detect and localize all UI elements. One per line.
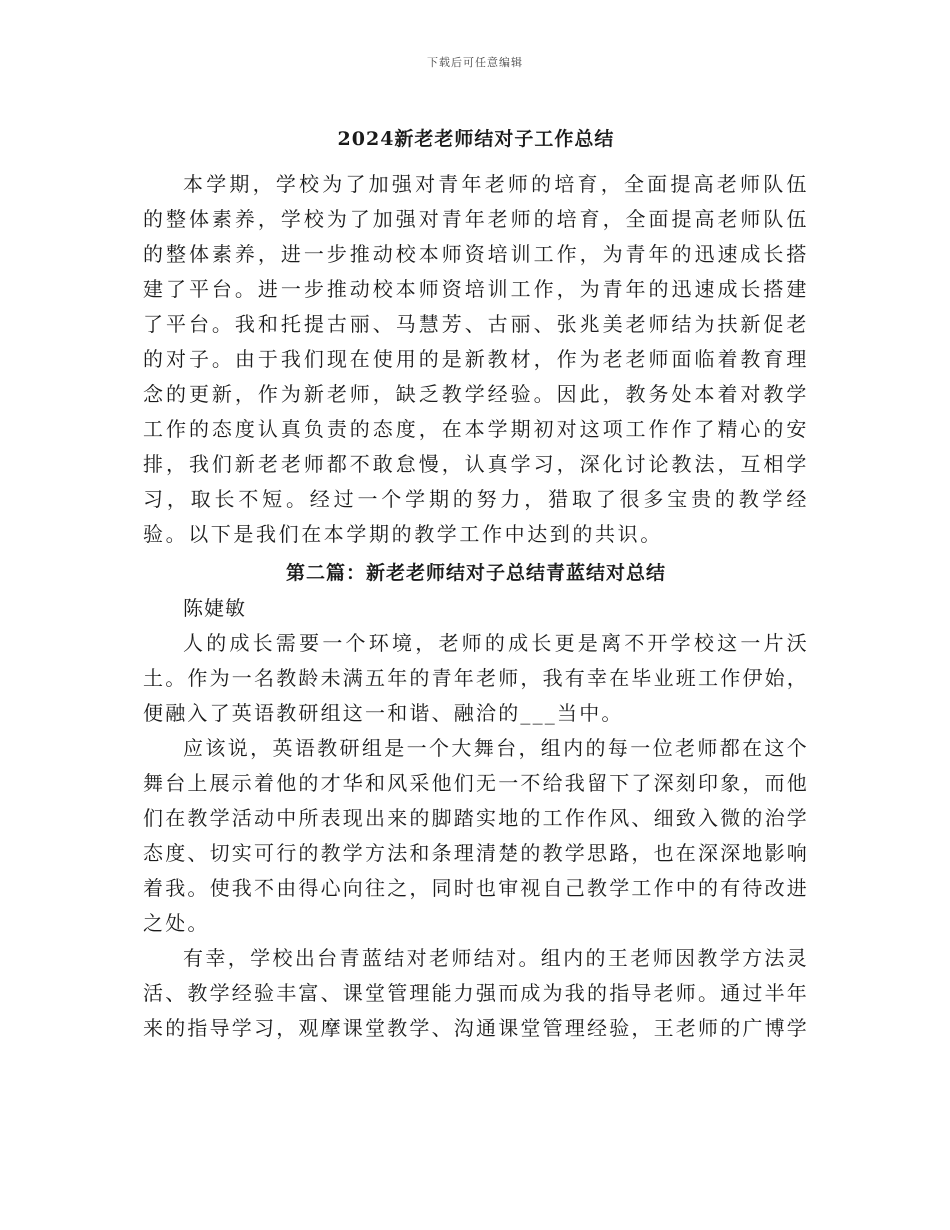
paragraph-stage: 应该说，英语教研组是一个大舞台，组内的每一位老师都在这个舞台上展示着他的才华和风采他们无一不给我留下了深刻印象，而他们在教学活动中所表现出来的脚踏实地的工作作风、细致入微的治学态度、切实可行的教学方法和条理清楚的教学思路，也在深深地影响着我。使我不由得心向往之，同时也审视自己教学工作中的有待改进之处。 [143,736,809,935]
author-name: 陈婕敏 [183,596,246,620]
section-subtitle: 第二篇：新老老师结对子总结青蓝结对总结 [285,562,666,584]
paragraph-mentor: 有幸，学校出台青蓝结对老师结对。组内的王老师因教学方法灵活、教学经验丰富、课堂管理能力强而成为我的指导老师。通过半年来的指导学习，观摩课堂教学、沟通课堂管理经验，王老师的广博学 [143,946,809,1040]
paragraph-growth: 人的成长需要一个环境，老师的成长更是离不开学校这一片沃土。作为一名教龄未满五年的青年老师，我有幸在毕业班工作伊始，便融入了英语教研组这一和谐、融洽的___当中。 [143,631,809,725]
paragraph-intro: 本学期，学校为了加强对青年老师的培育，全面提高老师队伍的整体素养，学校为了加强对青年老师的培育，全面提高老师队伍的整体素养，进一步推动校本师资培训工作，为青年的迅速成长搭建了平台。进一步推动校本师资培训工作，为青年的迅速成长搭建了平台。我和托提古丽、马慧芳、古丽、张兆美老师结为扶新促老的对子。由于我们现在使用的是新教材，作为老老师面临着教育理念的更新，作为新老师，缺乏教学经验。因此，教务处本着对教学工作的态度认真负责的态度，在本学期初对这项工作作了精心的安排，我们新老老师都不敢怠慢，认真学习，深化讨论教法，互相学习，取长不短。经过一个学期的努力，猎取了很多宝贵的教学经验。以下是我们在本学期的教学工作中达到的共识。 [143,172,809,546]
document-body [143,118,809,1046]
document-title: 2024新老老师结对子工作总结 [337,128,615,150]
header-note: 下载后可任意编辑 [427,56,523,69]
